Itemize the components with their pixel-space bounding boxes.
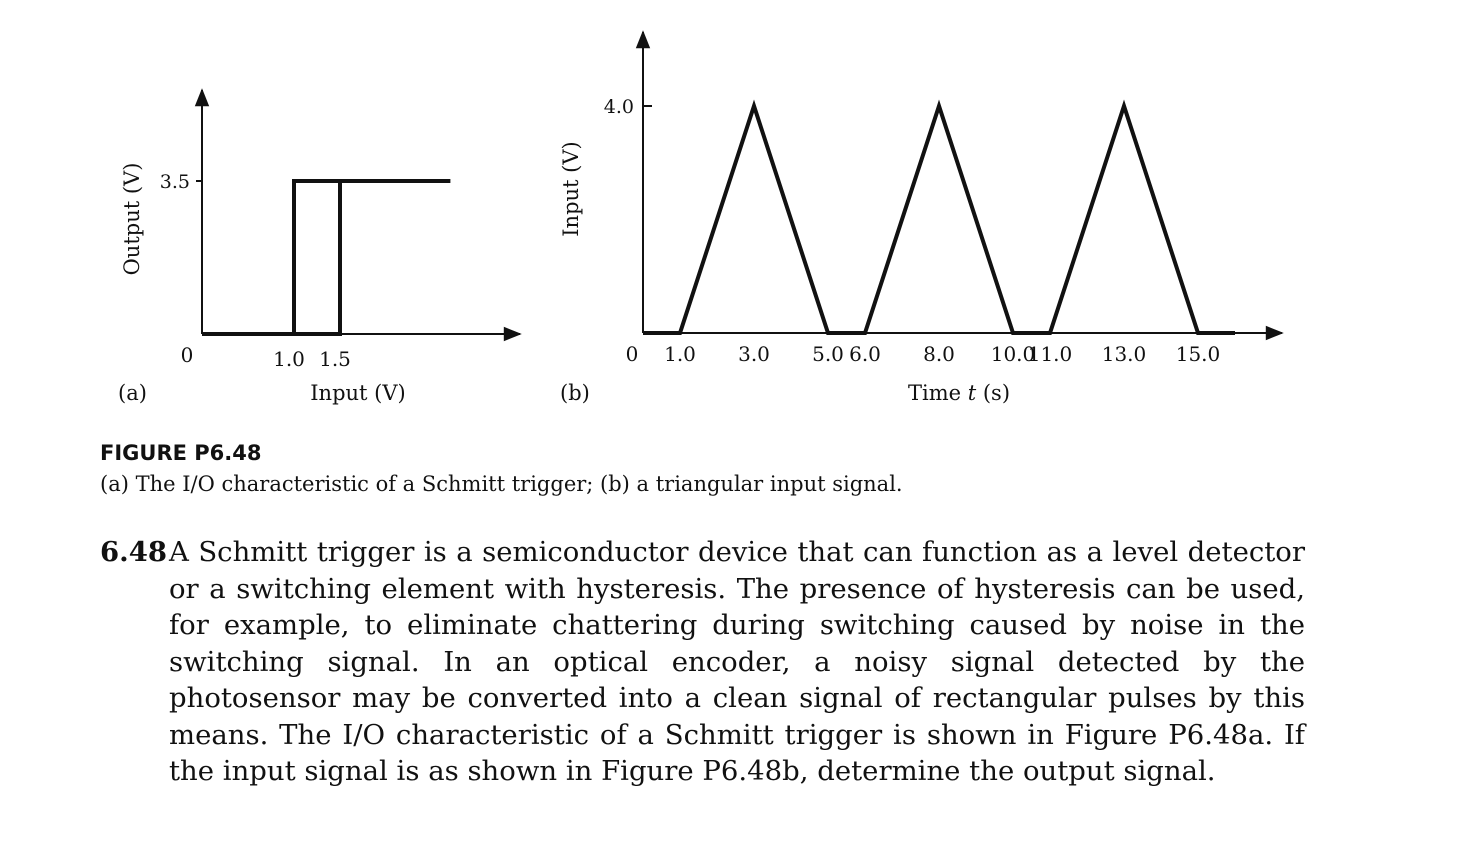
problem-statement <box>100 534 1305 790</box>
panel-b-x-tick-labels <box>664 342 1220 366</box>
hysteresis-curve-segment <box>202 181 450 334</box>
panel-b-x-tick-label: 10.0 <box>990 342 1036 366</box>
problem-number: 6.48 <box>100 536 167 568</box>
panel-a-x-tick-label: 1.0 <box>273 347 305 371</box>
panel-b-x-tick-label: 3.0 <box>738 342 770 366</box>
panel-b-x-tick-label: 11.0 <box>1027 342 1073 366</box>
panel-b-triangular-signal <box>643 106 1235 333</box>
panel-b-y-axis-label: Input (V) <box>559 141 583 237</box>
panel-b <box>559 32 1282 405</box>
panel-b-x-tick-label: 13.0 <box>1101 342 1147 366</box>
panel-b-x-tick-label: 1.0 <box>664 342 696 366</box>
hysteresis-curve-segment <box>294 181 340 334</box>
panel-b-x-tick-label: 15.0 <box>1175 342 1221 366</box>
panel-a-label: (a) <box>118 381 147 405</box>
figure-caption-label: FIGURE P6.48 <box>100 441 262 465</box>
panel-b-origin-label: 0 <box>625 342 639 366</box>
panel-a-hysteresis-loop <box>202 181 450 334</box>
panel-a-x-axis-label: Input (V) <box>310 381 406 405</box>
panel-a-y-tick-label: 3.5 <box>159 171 190 193</box>
input-signal-line <box>643 106 1235 333</box>
panel-a-x-tick-label: 1.5 <box>319 347 351 371</box>
panel-b-x-axis-label: Time t (s) <box>907 381 1011 405</box>
problem-text: A Schmitt trigger is a semiconductor device that can function as a level detector or a switching element with hysteresis. The presence of hysteresis can be used, for example, to eliminate chattering during switching caused by noise in the switching signal. In an optical encoder, a noisy signal detected by the photosensor may be converted into a clean signal of rectangular pulses by this means. The I/O characteristic of a Schmitt trigger is shown in Figure P6.48a. If the input signal is as shown in Figure P6.48b, determine the output signal. <box>169 536 1305 787</box>
panel-b-x-tick-label: 6.0 <box>849 342 881 366</box>
panel-b-y-tick-label: 4.0 <box>603 96 634 118</box>
panel-a-y-axis-label: Output (V) <box>120 162 144 276</box>
panel-b-label: (b) <box>560 381 590 405</box>
figure-caption-text: (a) The I/O characteristic of a Schmitt trigger; (b) a triangular input signal. <box>100 472 903 496</box>
panel-a-origin-label: 0 <box>180 343 194 367</box>
panel-b-x-tick-label: 5.0 <box>812 342 844 366</box>
panel-b-x-tick-label: 8.0 <box>923 342 955 366</box>
panel-a <box>118 90 520 405</box>
